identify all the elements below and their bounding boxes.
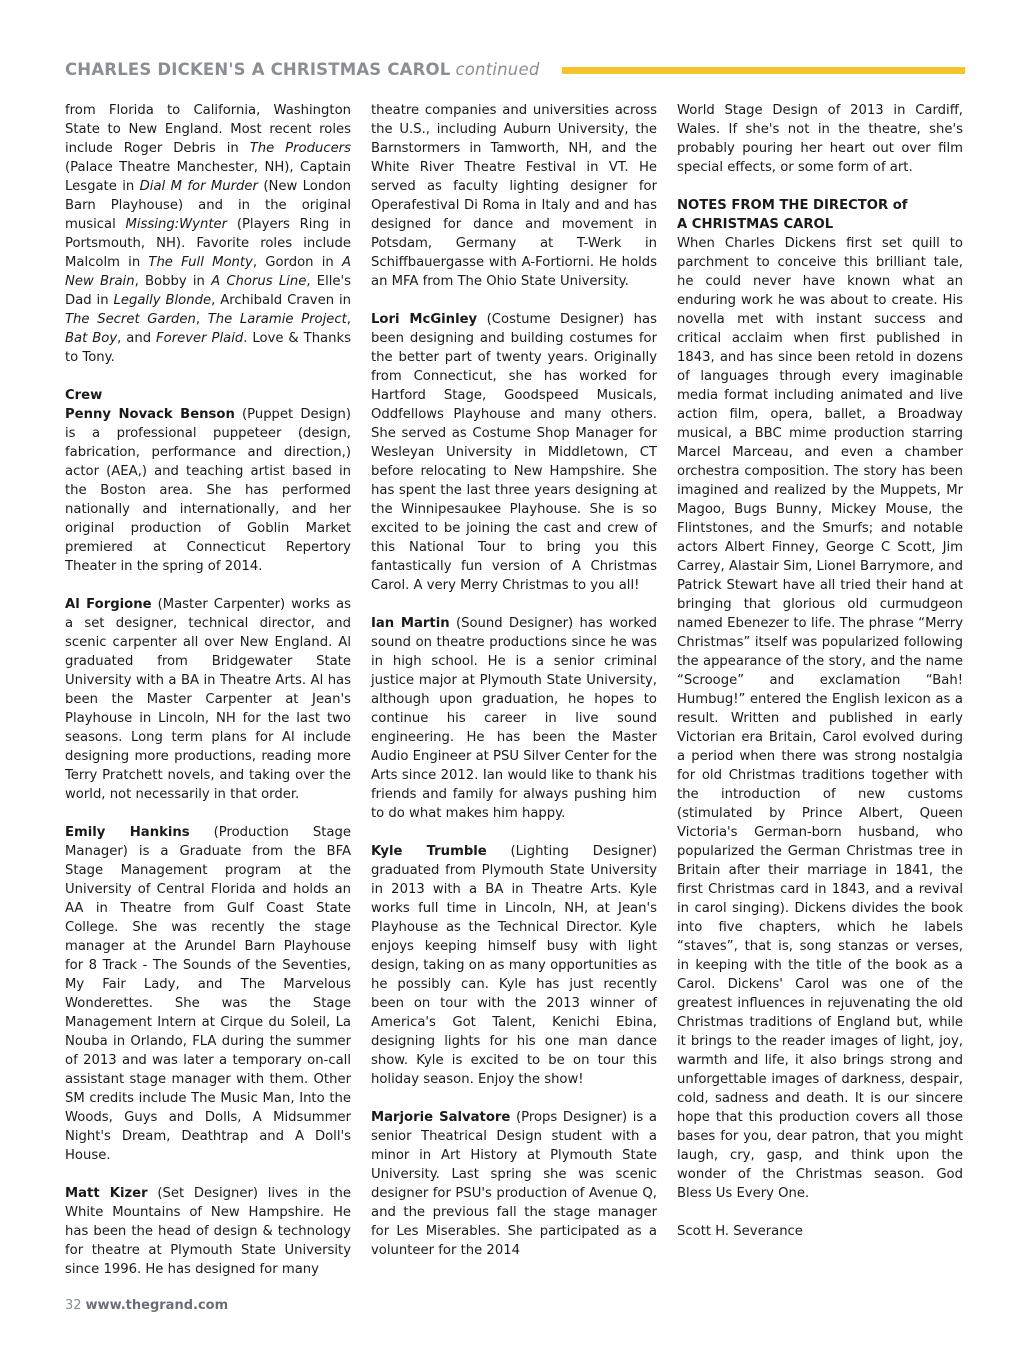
- header-continued: continued: [455, 59, 540, 79]
- bio-marjorie: [371, 1108, 657, 1260]
- bio-name: Penny Novack Benson: [65, 407, 235, 422]
- bio-kyle: [371, 842, 657, 1089]
- bio-name: Al Forgione: [65, 597, 152, 612]
- bio-text: ,: [346, 312, 351, 327]
- bio-name: Lori McGinley: [371, 312, 478, 327]
- bio-al: [65, 595, 351, 804]
- header-title: [65, 60, 540, 79]
- bio-name: Ian Martin: [371, 616, 450, 631]
- bio-continuation: [65, 101, 351, 367]
- column-1: [65, 101, 351, 1298]
- bio-title: A New Brain: [65, 255, 351, 289]
- bio-text: (Lighting Designer) graduated from Plymouth State University in 2013 with a BA in Theatre Arts. Kyle works full time in Lincoln, NH, at Jean's Playhouse as the Technical Director. Kyle enjoys keeping himself busy with light design, taking on as many opportunities as he possibly can. Kyle has just recently been on tour with the 2013 winner of America's Got Talent, Kenichi Ebina, designing lights for his one man dance show. Kyle is excited to be on tour this holiday season. Enjoy the show!: [371, 844, 657, 1087]
- bio-matt-continued: theatre companies and universities across the U.S., including Auburn University, the Barnstormers in Tamworth, NH, and the White River Theatre Festival in VT. He served as faculty lighting designer for Operafestival Di Roma in Italy and and has designed for dance and movement in Potsdam, Germany at T-Werk in Schiffbauergasse with A-Fortiorni. He holds an MFA from The Ohio State University.: [371, 103, 657, 289]
- bio-name: Matt Kizer: [65, 1186, 148, 1201]
- bio-text: , Gordon in: [252, 255, 342, 270]
- bio-title: The Secret Garden: [65, 312, 196, 327]
- bio-text: , Elle's Dad in: [65, 274, 352, 308]
- bio-text: (Props Designer) is a senior Theatrical Design student with a minor in Art History at Plymouth State University. Last spring she was scenic designer for PSU's production of Avenue Q, and the previous fall the stage manager for Les Miserables. She participated as a volunteer for the 2014: [371, 1110, 658, 1258]
- bio-text: (Palace Theatre Manchester, NH), Captain Lesgate in: [65, 160, 351, 194]
- bio-title: Dial M for Murder: [139, 179, 258, 194]
- bio-title: Forever Plaid: [156, 331, 244, 346]
- bio-marjorie-continued: World Stage Design of 2013 in Cardiff, Wales. If she's not in the theatre, she's probably pouring her heart out over film special effects, or some form of art.: [677, 103, 963, 175]
- bio-text: , and: [117, 331, 157, 346]
- column-3: [677, 101, 963, 1241]
- page-number: 32: [65, 1298, 82, 1313]
- bio-title: The Full Monty: [148, 255, 253, 270]
- bio-text: (Costume Designer) has been designing and building costumes for the better part of twenty years. Originally from Connecticut, she has worked for Hartford Stage, Goodspeed Musicals, Oddfellows Playhouse and many others. She served as Costume Shop Manager for Wesleyan University in Middletown, CT before relocating to New Hampshire. She has spent the last three years designing at the Winnipesaukee Playhouse. She is so excited to be joining the cast and crew of this National Tour to bring you this fantastically fun version of A Christmas Carol. A very Merry Christmas to you all!: [371, 312, 657, 593]
- bio-text: (Players Ring in Portsmouth, NH). Favorite roles include Malcolm in: [65, 217, 351, 270]
- footer-url[interactable]: www.thegrand.com: [85, 1298, 229, 1313]
- bio-text: (Sound Designer) has worked sound on theatre productions since he was in high school. He is a senior criminal justice major at Plymouth State University, although upon graduation, he hopes to continue his career in live sound engineering. He has been the Master Audio Engineer at PSU Silver Center for the Arts since 2012. Ian would like to thank his friends and family for always pushing him to do what makes him happy.: [371, 616, 657, 821]
- bio-name: Marjorie Salvatore: [371, 1110, 511, 1125]
- bio-title: Bat Boy: [65, 331, 118, 346]
- bio-matt: [65, 1184, 351, 1279]
- header-accent-rule: [562, 67, 966, 74]
- crew-heading: Crew: [65, 388, 103, 403]
- notes-heading-line-2: A CHRISTMAS CAROL: [677, 217, 834, 232]
- bio-text: (Set Designer) lives in the White Mountains of New Hampshire. He has been the head of design & technology for theatre at Plymouth State University since 1996. He has designed for many: [65, 1186, 351, 1277]
- bio-text: from Florida to California, Washington State to New England. Most recent roles include Roger Debris in: [65, 103, 351, 156]
- bio-name: Kyle Trumble: [371, 844, 487, 859]
- bio-title: A Chorus Line: [211, 274, 307, 289]
- bio-text: ,: [195, 312, 208, 327]
- bio-text: , Bobby in: [134, 274, 212, 289]
- bio-emily: [65, 823, 351, 1165]
- column-2: [371, 101, 657, 1279]
- bio-title: The Producers: [249, 141, 351, 156]
- bio-title: Missing:Wynter: [125, 217, 228, 232]
- bio-penny: [65, 405, 351, 576]
- bio-text: . Love & Thanks to Tony.: [65, 331, 351, 365]
- director-notes: When Charles Dickens first set quill to parchment to conceive this brilliant tale, he could never have known what an enduring work he was about to create. His novella met with instant success and critical acclaim when first published in 1843, and has since been retold in dozens of languages through every imaginable media format including animated and live action film, opera, ballet, a Broadway musical, a BBC mime production starring Marcel Marceau, and even a chamber orchestra composition. The story has been imagined and realized by the Muppets, Mr Magoo, Bugs Bunny, Mickey Mouse, the Flintstones, and the Smurfs; and notable actors Albert Finney, George C Scott, Jim Carrey, Alastair Sim, Lionel Barrymore, and Patrick Stewart have all tried their hand at bringing that glorious old curmudgeon named Ebenezer to life. The phrase “Merry Christmas” itself was popularized following the appearance of the story, and the name “Scrooge” and exclamation “Bah! Humbug!” entered the English lexicon as a result. Written and published in early Victorian era Britain, Carol evolved during a period when there was strong nostalgia for old Christmas traditions together with the introduction of new customs (stimulated by Prince Albert, Queen Victoria's German-born husband, who popularized the German Christmas tree in Britain after their marriage in 1841, the first Christmas card in 1843, and a revival in carol singing). Dickens divides the book into five chapters, which he labels “staves”, that is, song stanzas or verses, in keeping with the title of the book as a Carol. Dickens' Carol was one of the greatest influences in rejuvenating the old Christmas traditions of England but, while it brings to the reader images of light, joy, warmth and life, it also brings strong and unforgettable images of darkness, despair, cold, sadness and death. It is our sincere hope that this production covers all those bases for you, dear patron, that you might laugh, cry, gasp, and think upon the wonder of the Christmas season. God Bless Us Every One.: [677, 236, 963, 1201]
- bio-text: (Puppet Design) is a professional puppeteer (design, fabrication, performance and direction,) actor (AEA,) and teaching artist based in the Boston area. She has performed nationally and internationally, and her original production of Goblin Market premiered at Connecticut Repertory Theater in the spring of 2014.: [65, 407, 351, 574]
- bio-ian: [371, 614, 657, 823]
- header-title-text: CHARLES DICKEN'S A CHRISTMAS CAROL: [65, 59, 451, 79]
- bio-text: , Archibald Craven in: [211, 293, 352, 308]
- bio-text: (Production Stage Manager) is a Graduate from the BFA Stage Management program at the University of Central Florida and holds an AA in Theatre from Gulf Coast State College. She was recently the stage manager at the Arundel Barn Playhouse for 8 Track - The Sounds of the Seventies, My Fair Lady, and The Marvelous Wonderettes. She was the Stage Management Intern at Cirque du Soleil, La Nouba in Orlando, FLA during the summer of 2013 and was later a temporary on-call assistant stage manager with them. Other SM credits include The Music Man, Into the Woods, Guys and Dolls, A Midsummer Night's Dream, Deathtrap and A Doll's House.: [65, 825, 351, 1163]
- page-footer: [65, 1298, 228, 1313]
- bio-text: (New London Barn Playhouse) and in the original musical: [65, 179, 351, 232]
- page-header: [65, 57, 965, 81]
- bio-name: Emily Hankins: [65, 825, 190, 840]
- bio-lori: [371, 310, 657, 595]
- director-signature: Scott H. Severance: [677, 1224, 803, 1239]
- bio-title: Legally Blonde: [113, 293, 212, 308]
- notes-heading-line-1: NOTES FROM THE DIRECTOR of: [677, 198, 908, 213]
- bio-text: (Master Carpenter) works as a set designer, technical director, and scenic carpenter all over New England. Al graduated from Bridgewater State University with a BA in Theatre Arts. Al has been the Master Carpenter at Jean's Playhouse in Lincoln, NH for the last two seasons. Long term plans for Al include designing more productions, reading more Terry Pratchett novels, and taking over the world, not necessarily in that order.: [65, 597, 351, 802]
- bio-title: The Laramie Project: [207, 312, 347, 327]
